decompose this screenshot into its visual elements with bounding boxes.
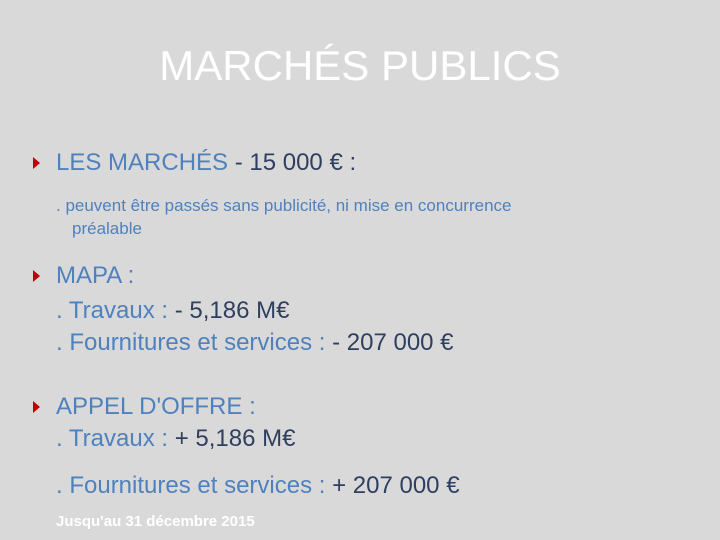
- section-heading-mapa: MAPA :: [56, 262, 135, 289]
- threshold-label: . Travaux :: [56, 425, 175, 452]
- threshold-label: . Fournitures et services :: [56, 329, 333, 356]
- bullet-icon: [33, 270, 40, 282]
- threshold-label: . Travaux :: [56, 297, 175, 324]
- threshold-value: - 5,186 M€: [174, 297, 290, 324]
- section-heading-appel-offre: APPEL D'OFFRE :: [56, 393, 256, 420]
- threshold-value: + 5,186 M€: [174, 425, 296, 452]
- threshold-value: - 207 000 €: [332, 329, 454, 356]
- threshold-line: [56, 296, 289, 326]
- detail-line: préalable: [72, 219, 142, 238]
- detail-line: . peuvent être passés sans publicité, ni mise en concurrence: [56, 196, 512, 215]
- footer-note: Jusqu'au 31 décembre 2015: [56, 513, 255, 530]
- heading-value: - 15 000 € :: [228, 149, 357, 176]
- slide-title: MARCHÉS PUBLICS: [159, 42, 561, 89]
- threshold-label: . Fournitures et services :: [56, 472, 333, 499]
- heading-main: LES MARCHÉS: [56, 149, 229, 176]
- threshold-line: [56, 328, 454, 358]
- threshold-line: [56, 424, 295, 454]
- threshold-value: + 207 000 €: [332, 472, 460, 499]
- section-heading-marches: [56, 148, 356, 178]
- threshold-line: [56, 471, 460, 501]
- bullet-icon: [33, 401, 40, 413]
- bullet-icon: [33, 157, 40, 169]
